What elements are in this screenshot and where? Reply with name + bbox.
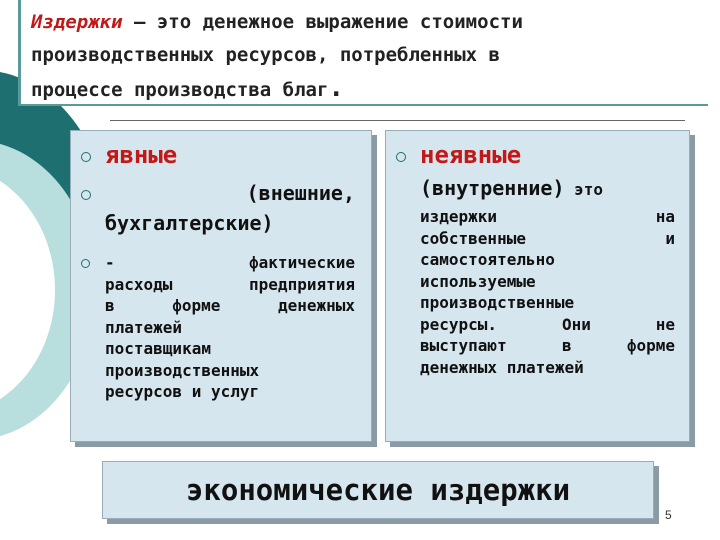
implicit-desc-line: издержки на <box>420 207 675 226</box>
explicit-desc-line: - фактические <box>105 253 355 272</box>
explicit-desc-line: платежей <box>105 317 183 337</box>
implicit-heading: неявные <box>420 141 522 169</box>
slide-title <box>31 6 703 107</box>
implicit-costs-card <box>385 130 690 442</box>
implicit-desc-line: ресурсы. Они не <box>420 314 675 334</box>
explicit-sub-line1: (внешние, <box>246 181 355 205</box>
page-number: 5 <box>665 508 672 522</box>
implicit-desc-line: производственные <box>420 293 575 312</box>
implicit-desc-line: собственные и <box>420 228 675 248</box>
title-line2: производственных ресурсов, потребленных в <box>31 44 500 66</box>
explicit-costs-card <box>70 130 372 442</box>
explicit-description <box>105 252 355 403</box>
explicit-desc-line: поставщикам <box>105 339 211 358</box>
title-term: Издержки <box>31 11 123 33</box>
implicit-desc-line: самостоятельно <box>420 250 555 269</box>
bullet-circle-icon <box>396 152 406 162</box>
implicit-description <box>420 206 675 378</box>
implicit-subheading <box>420 174 682 204</box>
title-line1-rest: – это денежное выражение стоимости <box>122 11 523 33</box>
implicit-desc-line: выступают в форме <box>420 336 675 355</box>
title-panel <box>18 0 708 106</box>
title-end-mark: . <box>328 73 345 103</box>
implicit-sub: (внутренние) <box>420 176 565 200</box>
implicit-desc-line: денежных платежей <box>420 357 584 377</box>
explicit-desc-line: производственных <box>105 360 260 380</box>
explicit-desc-line: в форме денежных <box>105 296 355 315</box>
title-line3: процессе производства благ <box>31 79 329 101</box>
bullet-circle-icon <box>81 259 90 268</box>
explicit-desc-line: ресурсов и услуг <box>105 382 260 401</box>
economic-costs-box: экономические издержки <box>102 461 654 519</box>
bullet-circle-icon <box>81 190 91 200</box>
explicit-heading: явные <box>105 141 178 169</box>
divider-line <box>110 120 685 121</box>
bullet-circle-icon <box>81 152 91 162</box>
explicit-sub-line2: бухгалтерские) <box>105 211 274 235</box>
implicit-sub-tail: это <box>564 180 604 199</box>
implicit-desc-line: используемые <box>420 271 536 291</box>
explicit-desc-line: расходы предприятия <box>105 274 355 294</box>
